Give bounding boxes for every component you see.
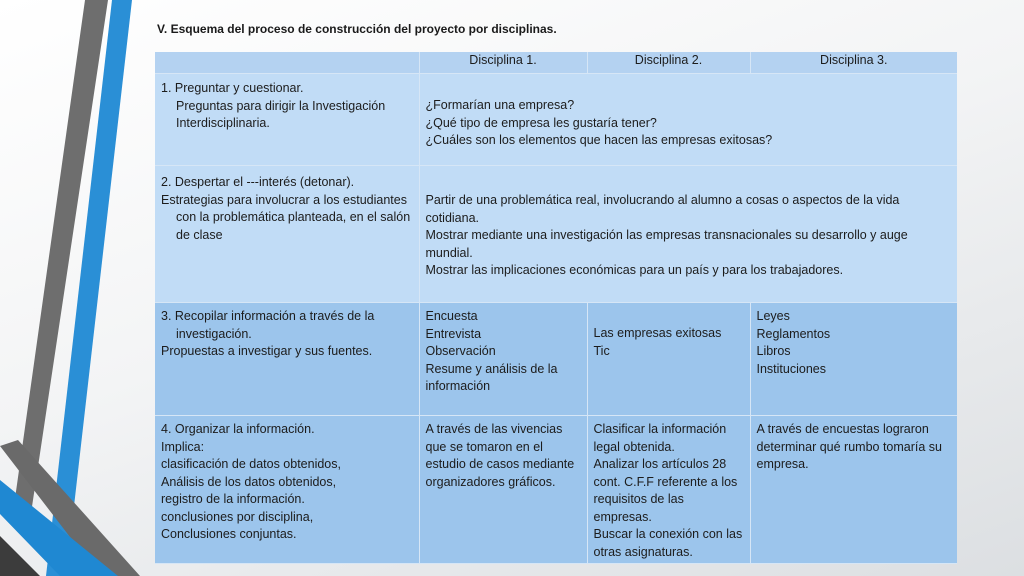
table-row-3 [155, 303, 957, 416]
cell-text: Las empresas exitosas [593, 326, 722, 340]
stage-text: Preguntas para dirigir la Investigación Interdisciplinaria. [176, 98, 386, 130]
header-cell-disciplina-3: Disciplina 3. [750, 52, 957, 74]
cell-text: Resume y análisis de la información [425, 361, 558, 393]
cell-text: Partir de una problemática real, involucrando al alumno a cosas o aspectos de la vida cotidiana. [425, 193, 900, 225]
cell-text: Entrevista [425, 326, 482, 341]
header-cell-disciplina-2: Disciplina 2. [587, 52, 750, 74]
cell-text: Buscar la conexión con las otras asignaturas. [593, 527, 743, 559]
slide-title: V. Esquema del proceso de construcción del proyecto por disciplinas. [157, 22, 557, 36]
stage-text: conclusiones por disciplina, [161, 509, 314, 524]
cell-text: Mostrar las implicaciones económicas para un país y para los trabajadores. [425, 263, 844, 277]
stage-text: Estrategias para involucrar a los estudiantes con la problemática planteada, en el salón de clase [161, 192, 411, 242]
stage-text: 2. Despertar el ---interés (detonar). [161, 175, 355, 189]
cell-text: Clasificar la información legal obtenida. [593, 422, 727, 454]
stage-text: 3. Recopilar información a través de la investigación. [161, 309, 375, 341]
cell-text: Libros [756, 344, 791, 358]
stage-cell-1 [155, 74, 419, 166]
stage-text: 1. Preguntar y cuestionar. [161, 81, 304, 95]
cell-text: Observación [425, 344, 496, 358]
disciplina-2-cell-4 [587, 416, 750, 564]
table-row-1 [155, 74, 957, 166]
cell-text: Instituciones [756, 361, 826, 376]
cell-text: Analizar los artículos 28 cont. C.F.F referente a los requisitos de las empresas. [593, 457, 738, 524]
cell-text: Tic [593, 343, 610, 358]
table-row-4 [155, 416, 957, 564]
header-row [155, 52, 957, 74]
stage-text: clasificación de datos obtenidos, [161, 457, 341, 471]
merged-cell-1 [419, 74, 957, 166]
stage-text: Conclusiones conjuntas. [161, 527, 297, 541]
cell-text: ¿Formarían una empresa? [425, 98, 575, 112]
header-cell-disciplina-1: Disciplina 1. [419, 52, 587, 74]
cell-text: A través de las vivencias que se tomaron en el estudio de casos mediante organizadores gráficos. [425, 422, 575, 489]
cell-text: Mostrar mediante una investigación las empresas transnacionales su desarrollo y auge mundial. [425, 228, 908, 260]
stage-text: Implica: [161, 439, 205, 454]
stage-cell-2 [155, 166, 419, 303]
disciplina-2-cell-3 [587, 303, 750, 416]
disciplina-3-cell-4 [750, 416, 957, 564]
disciplines-table [155, 52, 957, 564]
disciplina-1-cell-3 [419, 303, 587, 416]
cell-text: ¿Cuáles son los elementos que hacen las empresas exitosas? [425, 133, 773, 147]
stage-text: 4. Organizar la información. [161, 422, 315, 436]
table-row-2 [155, 166, 957, 303]
stage-text: Propuestas a investigar y sus fuentes. [161, 344, 373, 358]
stage-cell-3 [155, 303, 419, 416]
stage-text: registro de la información. [161, 492, 305, 506]
cell-text: Reglamentos [756, 326, 831, 341]
stage-cell-4 [155, 416, 419, 564]
disciplina-1-cell-4 [419, 416, 587, 564]
merged-cell-2 [419, 166, 957, 303]
header-cell-stage [155, 52, 419, 74]
cell-text: Leyes [756, 309, 790, 323]
cell-text: ¿Qué tipo de empresa les gustaría tener? [425, 115, 657, 130]
cell-text: Encuesta [425, 309, 478, 323]
disciplina-3-cell-3 [750, 303, 957, 416]
cell-text: A través de encuestas lograron determinar qué rumbo tomaría su empresa. [756, 422, 943, 471]
stage-text: Análisis de los datos obtenidos, [161, 474, 337, 489]
